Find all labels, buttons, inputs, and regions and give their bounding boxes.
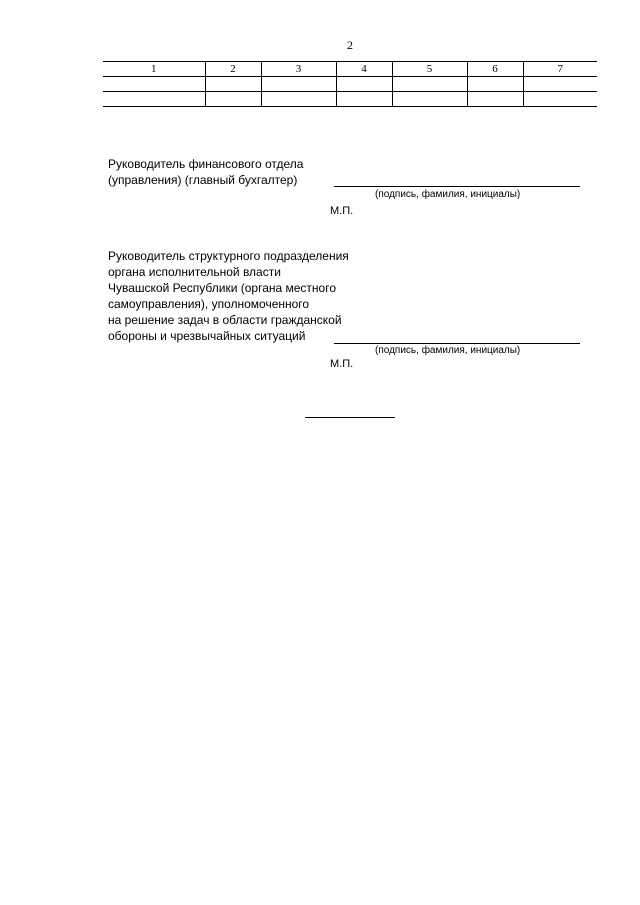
column-header: 2 [205,62,261,77]
table-cell [261,77,336,92]
column-header: 3 [261,62,336,77]
table-cell [205,77,261,92]
column-header: 4 [336,62,392,77]
table-cell [467,92,523,107]
finance-head-signature-caption: (подпись, фамилия, инициалы) [375,189,521,200]
table-cell [103,77,205,92]
column-header: 1 [103,62,205,77]
table-cell [392,77,467,92]
column-header: 6 [467,62,523,77]
division-head-signature-line [334,343,580,344]
finance-head-title: Руководитель финансового отдела (управления) (главный бухгалтер) [108,157,304,187]
table-cell [523,92,597,107]
column-header: 5 [392,62,467,77]
table-cell [261,92,336,107]
table-row [103,92,597,107]
data-table [103,61,597,107]
division-head-title: Руководитель структурного подразделения органа исполнительной власти Чувашской Республики (органа местного самоуправления), уполномоченного на решение задач в области гражданской обороны и чрезвычайных ситуаций [108,249,349,343]
table-cell [467,77,523,92]
table-cell [103,92,205,107]
page-number: 2 [347,38,353,52]
table-cell [205,92,261,107]
finance-head-signature-line [334,186,580,187]
finance-head-stamp-mark: М.П. [330,205,354,217]
table-cell [523,77,597,92]
end-of-document-rule [305,417,395,418]
division-head-signature-caption: (подпись, фамилия, инициалы) [375,345,521,356]
division-head-stamp-mark: М.П. [330,358,354,370]
table-cell [336,77,392,92]
table-row [103,77,597,92]
column-header: 7 [523,62,597,77]
table-cell [392,92,467,107]
table-header-row [103,62,597,77]
table-cell [336,92,392,107]
